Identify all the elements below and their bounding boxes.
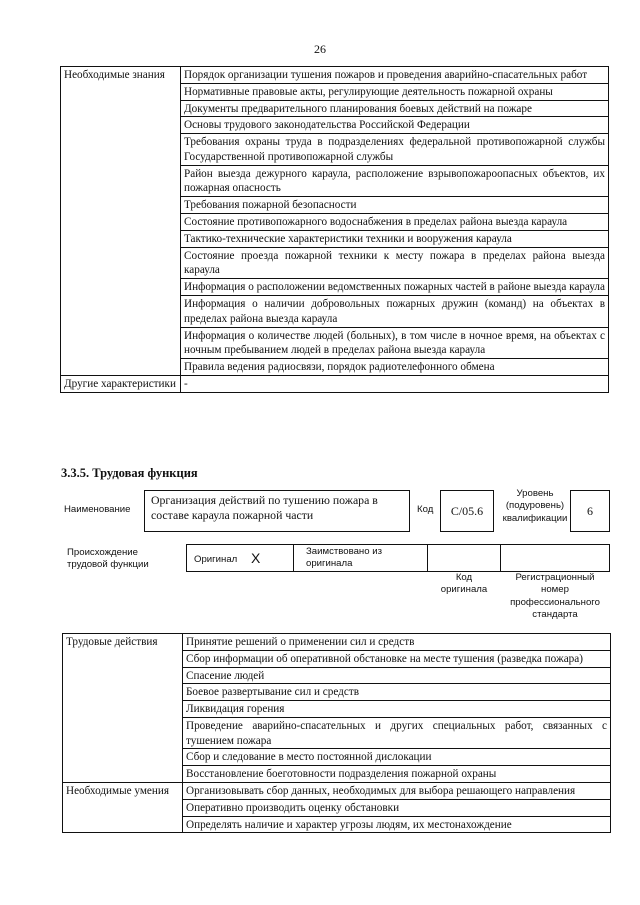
actions-table xyxy=(62,633,611,833)
code-of-original-label: Код оригинала xyxy=(440,572,488,596)
row-item: Восстановление боеготовности подразделения пожарной охраны xyxy=(183,766,611,783)
row-category: Другие характеристики xyxy=(61,375,181,392)
table-row xyxy=(61,375,609,392)
row-item: Боевое развертывание сил и средств xyxy=(183,684,611,701)
row-item: Требования охраны труда в подразделениях федеральной противопожарной службы Государственной противопожарной службы xyxy=(181,134,609,166)
function-name-box: Организация действий по тушению пожара в составе караула пожарной части xyxy=(144,490,410,532)
row-item: Состояние противопожарного водоснабжения в пределах района выезда караула xyxy=(181,214,609,231)
knowledge-table xyxy=(60,66,609,393)
row-item: Порядок организации тушения пожаров и проведения аварийно-спасательных работ xyxy=(181,67,609,84)
row-item: Ликвидация горения xyxy=(183,701,611,718)
code-label: Код xyxy=(417,504,434,515)
row-item: - xyxy=(181,375,609,392)
row-item: Нормативные правовые акты, регулирующие деятельность пожарной охраны xyxy=(181,83,609,100)
row-category: Необходимые знания xyxy=(61,67,181,376)
row-item: Оперативно производить оценку обстановки xyxy=(183,799,611,816)
row-item: Основы трудового законодательства Российской Федерации xyxy=(181,117,609,134)
original-mark: X xyxy=(251,550,261,566)
row-item: Требования пожарной безопасности xyxy=(181,197,609,214)
row-item: Информация о расположении ведомственных пожарных частей в районе выезда караула xyxy=(181,279,609,296)
origin-divider xyxy=(500,545,501,571)
row-item: Проведение аварийно-спасательных и других специальных работ, связанных с тушением пожара xyxy=(183,717,611,749)
level-value-box: 6 xyxy=(570,490,610,532)
row-item: Состояние проезда пожарной техники к месту пожара в пределах района выезда караула xyxy=(181,247,609,279)
reg-number-label: Регистрационный номер профессионального стандарта xyxy=(510,572,600,621)
row-item: Район выезда дежурного караула, расположение взрывопожароопасных объектов, их пожарная опасность xyxy=(181,165,609,197)
table-row xyxy=(63,634,611,651)
row-item: Правила ведения радиосвязи, порядок радиотелефонного обмена xyxy=(181,359,609,376)
table-row xyxy=(61,67,609,84)
table-row xyxy=(63,783,611,800)
row-item: Спасение людей xyxy=(183,667,611,684)
row-category: Трудовые действия xyxy=(63,634,183,783)
row-item: Информация о наличии добровольных пожарных дружин (команд) на объектах в пределах района выезда караула xyxy=(181,295,609,327)
original-label: Оригинал xyxy=(194,554,238,565)
origin-divider xyxy=(427,545,428,571)
row-item: Тактико-технические характеристики техники и вооружения караула xyxy=(181,230,609,247)
row-item: Организовывать сбор данных, необходимых для выбора решающего направления xyxy=(183,783,611,800)
section-heading: 3.3.5. Трудовая функция xyxy=(61,466,198,480)
code-value-box: C/05.6 xyxy=(440,490,494,532)
level-label: Уровень (подуровень) квалификации xyxy=(502,488,568,524)
knowledge-table-body xyxy=(61,67,609,393)
row-item: Информация о количестве людей (больных), в том числе в ночное время, на объектах с ночным пребыванием людей в пределах района выезда караула xyxy=(181,327,609,359)
row-category: Необходимые умения xyxy=(63,783,183,833)
row-item: Документы предварительного планирования боевых действий на пожаре xyxy=(181,100,609,117)
actions-table-body xyxy=(63,634,611,833)
borrowed-label: Заимствовано из оригинала xyxy=(306,546,382,569)
origin-divider xyxy=(293,545,294,571)
row-item: Определять наличие и характер угрозы людям, их местонахождение xyxy=(183,816,611,833)
origin-label: Происхождение трудовой функции xyxy=(67,547,149,571)
name-label: Наименование xyxy=(64,504,131,515)
row-item: Принятие решений о применении сил и средств xyxy=(183,634,611,651)
row-item: Сбор информации об оперативной обстановке на месте тушения (разведка пожара) xyxy=(183,650,611,667)
row-item: Сбор и следование в место постоянной дислокации xyxy=(183,749,611,766)
page-number: 26 xyxy=(314,42,326,56)
